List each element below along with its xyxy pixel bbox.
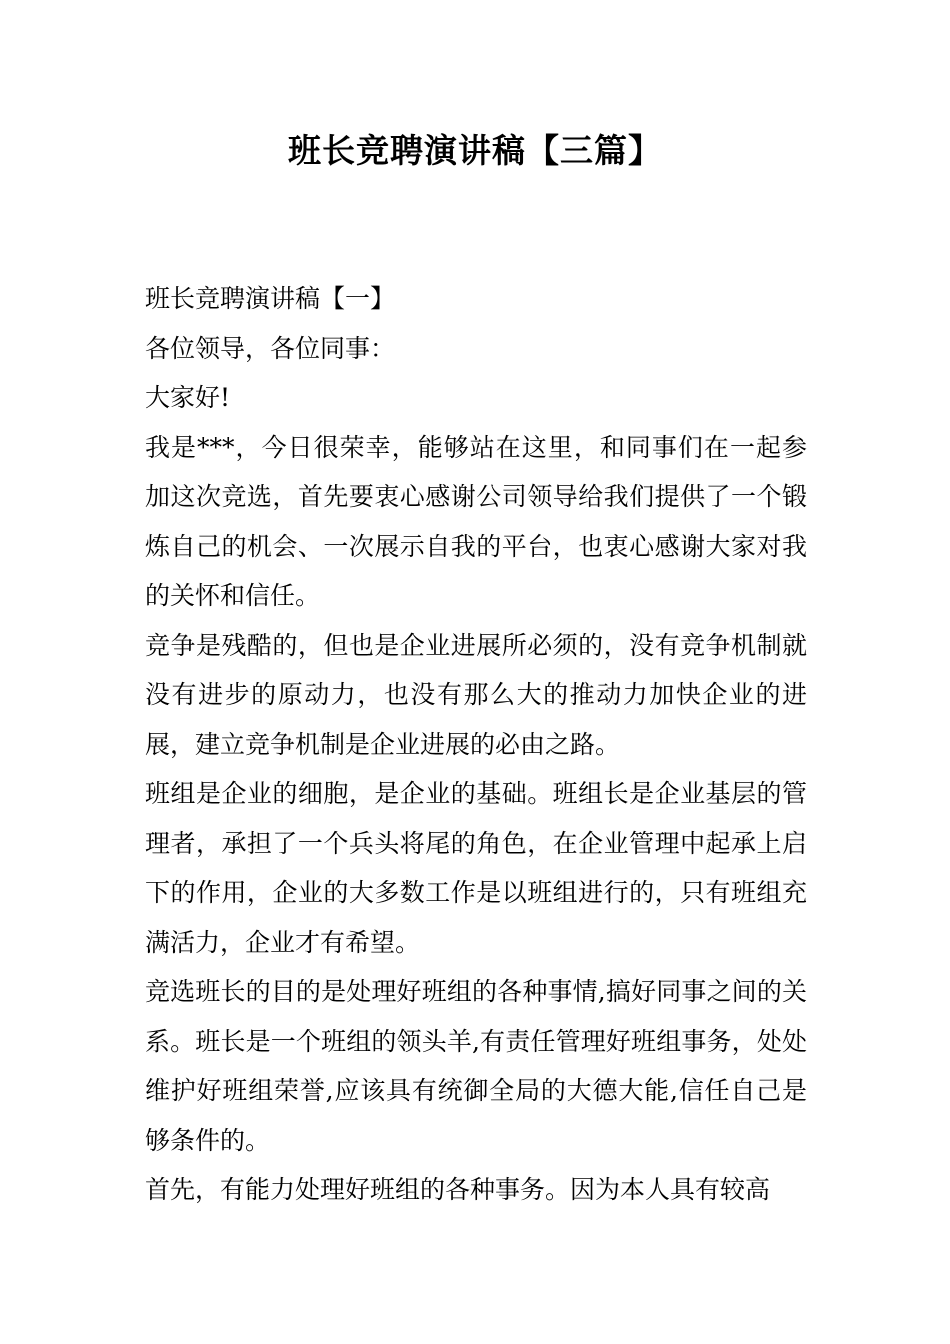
greeting: 大家好! <box>145 383 231 412</box>
body-paragraph: 我是***，今日很荣幸，能够站在这里，和同事们在一起参加这次竞选，首先要衷心感谢公司领导给我们提供了一个锻炼自己的机会、一次展示自我的平台，也衷心感谢大家对我的关怀和信任。 <box>145 432 807 610</box>
body-paragraph: 班组是企业的细胞，是企业的基础。班组长是企业基层的管理者，承担了一个兵头将尾的角色，在企业管理中起承上启下的作用，企业的大多数工作是以班组进行的，只有班组充满活力，企业才有希望。 <box>145 779 807 957</box>
body-paragraph: 首先，有能力处理好班组的各种事务。因为本人具有较高 <box>145 1175 771 1204</box>
salutation: 各位领导，各位同事： <box>145 333 396 363</box>
section-heading: 班长竞聘演讲稿【一】 <box>145 284 396 313</box>
document-title: 班长竞聘演讲稿【三篇】 <box>288 131 662 170</box>
body-paragraph: 竞选班长的目的是处理好班组的各种事情,搞好同事之间的关系。班长是一个班组的领头羊,有责任管理好班组事务，处处维护好班组荣誉,应该具有统御全局的大德大能,信任自己是够条件的。 <box>145 977 807 1155</box>
body-paragraph: 竞争是残酷的，但也是企业进展所必须的，没有竞争机制就没有进步的原动力，也没有那么大的推动力加快企业的进展，建立竞争机制是企业进展的必由之路。 <box>145 630 807 759</box>
document-body <box>145 274 807 1215</box>
